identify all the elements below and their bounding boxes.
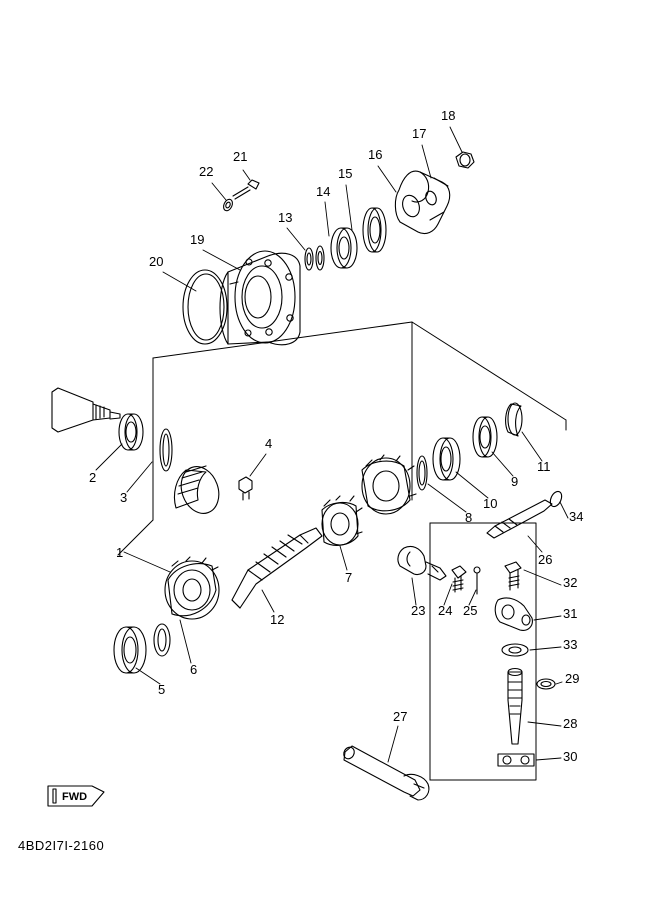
part-28-shift-shaft	[508, 669, 522, 745]
part-4-nut	[239, 477, 252, 500]
part-19-hub	[220, 251, 300, 345]
callout-7: 7	[345, 570, 353, 585]
part-18-nut	[456, 152, 474, 168]
callout-26: 26	[538, 552, 553, 567]
callout-28: 28	[563, 716, 578, 731]
callout-30: 30	[563, 749, 578, 764]
callout-12: 12	[270, 612, 285, 627]
part-12-drive-shaft	[232, 528, 322, 608]
part-number-label: 4BD2I7I-2160	[18, 838, 105, 853]
callout-19: 19	[190, 232, 205, 247]
part-29-clip	[537, 679, 555, 689]
callout-10: 10	[483, 496, 498, 511]
callout-29: 29	[565, 671, 580, 686]
part-21-bolt	[233, 180, 259, 199]
callout-32: 32	[563, 575, 578, 590]
fwd-label: FWD	[62, 791, 88, 803]
part-17-yoke	[395, 171, 449, 233]
part-23-shift-fork	[398, 546, 446, 580]
callout-15: 15	[338, 166, 353, 181]
part-7-coupling-gear	[322, 496, 362, 545]
callout-24: 24	[438, 603, 453, 618]
part-11-circlip	[506, 403, 522, 436]
leaders-lower	[96, 432, 568, 762]
part-25-ball	[474, 567, 480, 594]
callout-18: 18	[441, 108, 456, 123]
callout-13: 13	[278, 210, 293, 225]
part-22-washer	[222, 198, 234, 212]
part-6-ring	[154, 624, 170, 656]
callout-9: 9	[511, 474, 519, 489]
callout-33: 33	[563, 637, 578, 652]
part-32-bolt	[505, 562, 521, 590]
part-13-washer	[305, 248, 313, 270]
assembly-frame-lines	[118, 322, 566, 555]
callout-23: 23	[411, 603, 426, 618]
callout-22: 22	[199, 164, 214, 179]
callout-27: 27	[393, 709, 408, 724]
part-10-bearing	[433, 438, 460, 480]
part-24-pin	[452, 566, 466, 592]
part-31-bracket	[495, 598, 532, 630]
part-1-pinion-shaft	[52, 388, 120, 432]
part-15-bearing	[331, 228, 357, 268]
part-33-washer	[502, 644, 528, 656]
part-16-oil-seal	[363, 208, 386, 252]
part-3-shim	[160, 429, 172, 471]
part-9-oil-seal	[473, 417, 497, 457]
part-1-gear-case	[174, 461, 225, 518]
callout-16: 16	[368, 147, 383, 162]
callout-6: 6	[190, 662, 198, 677]
part-8-shim	[417, 456, 427, 490]
callout-31: 31	[563, 606, 578, 621]
callout-25: 25	[463, 603, 478, 618]
callout-17: 17	[412, 126, 427, 141]
callout-5: 5	[158, 682, 166, 697]
part-5-bearing	[114, 627, 146, 673]
part-8-bevel-gear	[362, 455, 416, 514]
callout-21: 21	[233, 149, 248, 164]
callout-1: 1	[116, 545, 124, 560]
callout-4: 4	[265, 436, 273, 451]
callout-20: 20	[149, 254, 164, 269]
part-30-plate	[498, 754, 534, 766]
callout-11: 11	[537, 459, 551, 474]
ring-gear-lower	[165, 557, 219, 619]
callout-14: 14	[316, 184, 331, 199]
callout-34: 34	[569, 509, 584, 524]
callout-3: 3	[120, 490, 128, 505]
part-27-shift-lever	[342, 745, 429, 800]
part-2-bearing	[119, 414, 143, 450]
part-14-spacer	[316, 246, 324, 270]
callout-2: 2	[89, 470, 97, 485]
callout-8: 8	[465, 510, 473, 525]
